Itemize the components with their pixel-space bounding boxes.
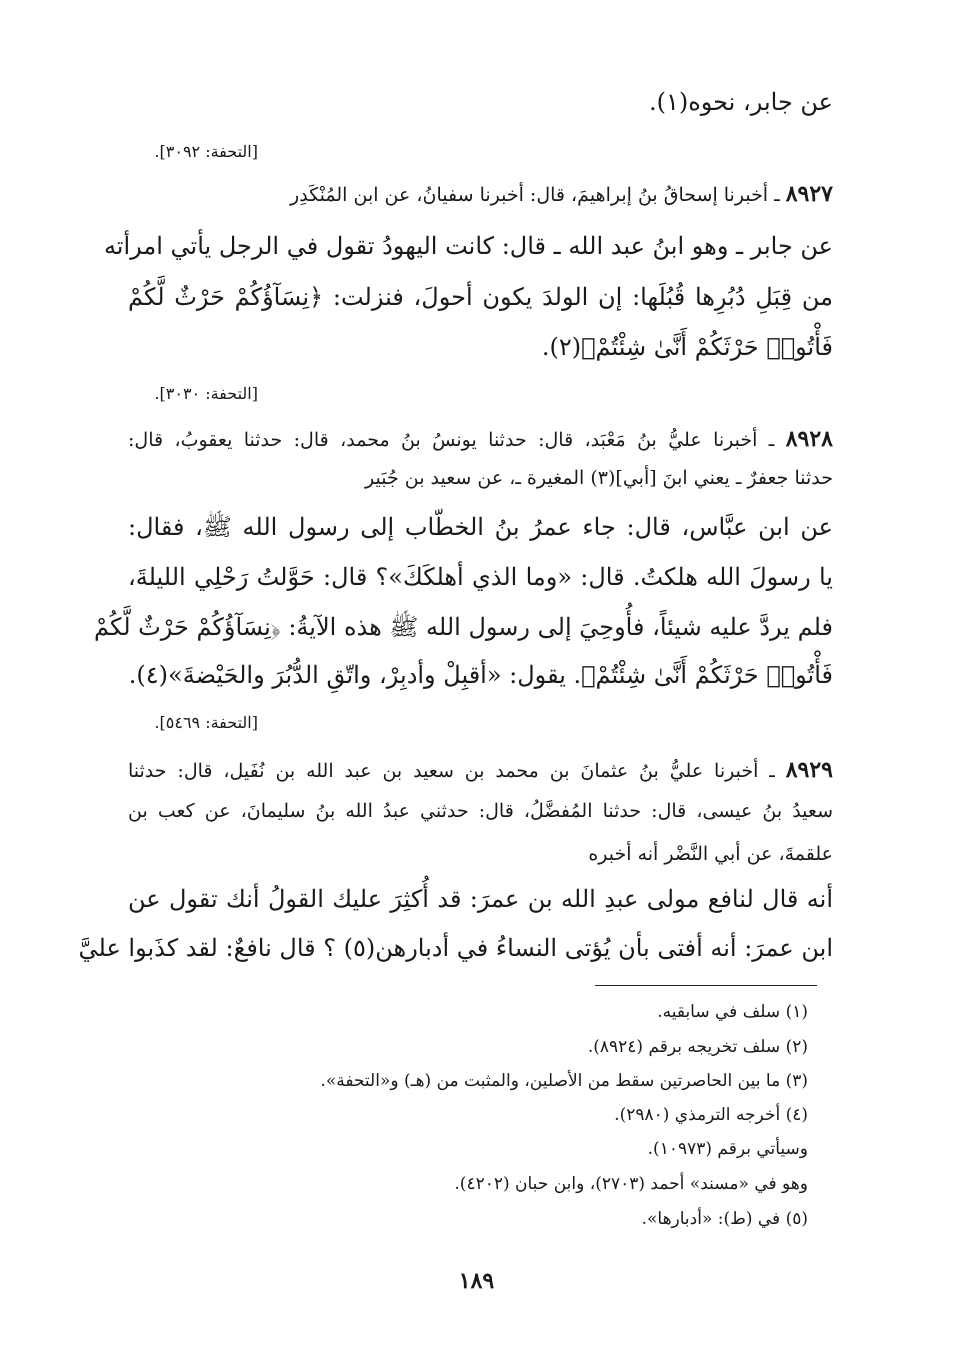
text-line-10: عن ابن عبَّاس، قال: جاء عمرُ بنُ الخطّاب إلى رسول الله ﷺ، فقال: [128,513,833,541]
footnote-4-cont-2: وهو في «مسند» أحمد (٢٧٠٣)، وابن حبان (٤٢٠٢). [454,1174,808,1194]
text-line-12: فلم يردَّ عليه شيئاً، فأُوحِيَ إلى رسول الله ﷺ هذه الآيةُ: ﴿نِسَآؤُكُمْ حَرْثٌ لَّكُمْ [93,613,833,641]
footnote-4-cont-1: وسيأتي برقم (١٠٩٧٣). [647,1139,808,1159]
tuhfa-reference-1: [التحفة: ٣٠٩٢]. [154,142,258,161]
text-line-19: ابن عمرَ: أنه أفتى بأن يُؤتى النساءُ في أدبارهن(٥) ؟ قال نافعٌ: لقد كذَبوا عليَّ [78,934,833,962]
footnote-1: (١) سلف في سابقيه. [657,1002,808,1022]
text-line-5: من قِبَلِ دُبُرِها قُبُلَها: إن الولدَ يكون أحولَ، فنزلت: ﴿نِسَآؤُكُمْ حَرْثٌ لَّكُمْ [128,283,833,311]
hadith-number: ٨٩٢٨ [785,426,833,452]
text-line-18: أنه قال لنافع مولى عبدِ الله بن عمرَ: قد أُكثِرَ عليك القولُ أنك تقول عن [128,885,833,913]
footnote-4: (٤) أخرجه الترمذي (٢٩٨٠). [614,1105,808,1125]
text-line-6: فَأْتُوا۟ حَرْثَكُمْ أَنَّىٰ شِئْتُمْ﴾(٢). [541,333,833,361]
hadith-number: ٨٩٢٧ [785,181,833,207]
text-line-1: عن جابر، نحوه(١). [648,88,833,116]
text-line-13: فَأْتُوا۟ حَرْثَكُمْ أَنَّىٰ شِئْتُمْ﴾. يقول: «أقبِلْ وأدبِرْ، واتّقِ الدُّبُرَ والحَيْضةَ»(٤). [128,661,833,689]
hadith-number: ٨٩٢٩ [785,757,833,783]
text-line-4: عن جابر ـ وهو ابنُ عبد الله ـ قال: كانت اليهودُ تقول في الرجل يأتي امرأته [103,232,833,260]
text-line-11: يا رسولَ الله هلكتُ. قال: «وما الذي أهلكَكَ»؟ قال: حَوَّلتُ رَحْلِي الليلةَ، [128,563,833,591]
footnote-5: (٥) في (ط): «أدبارها». [641,1209,808,1229]
footnote-divider [595,985,817,986]
footnote-3: (٣) ما بين الحاصرتين سقط من الأصلين، والمثبت من (هـ) و«التحفة». [320,1071,808,1091]
page-number: ١٨٩ [458,1268,495,1294]
text-line-17: علقمةَ، عن أبي النَّضْر أنه أخبره [588,843,833,865]
hadith-8929-isnad: ٨٩٢٩ ـ أخبرنا عليُّ بنُ عثمانَ بن محمد بن سعيد بن عبد الله بن نُفَيل، قال: حدثنا [128,757,833,783]
text-line-9: حدثنا جعفرٌ ـ يعني ابنَ [أبي](٣) المغيرة ـ، عن سعيد بن جُبَير [365,467,833,489]
footnote-2: (٢) سلف تخريجه برقم (٨٩٢٤). [587,1037,808,1057]
hadith-8928-isnad: ٨٩٢٨ ـ أخبرنا عليُّ بنُ مَعْبَد، قال: حدثنا يونسُ بنُ محمد، قال: حدثنا يعقوبُ، قال: [128,426,833,452]
text-line-16: سعيدُ بنُ عيسى، قال: حدثنا المُفضَّلُ، قال: حدثني عبدُ الله بنُ سليمانَ، عن كعب بن [128,800,833,822]
tuhfa-reference-2: [التحفة: ٣٠٣٠]. [154,384,258,403]
hadith-8927-isnad: ٨٩٢٧ ـ أخبرنا إسحاقُ بنُ إبراهيمَ، قال: أخبرنا سفيانُ، عن ابن المُنْكَدِر [290,181,833,207]
tuhfa-reference-3: [التحفة: ٥٤٦٩]. [154,713,258,732]
